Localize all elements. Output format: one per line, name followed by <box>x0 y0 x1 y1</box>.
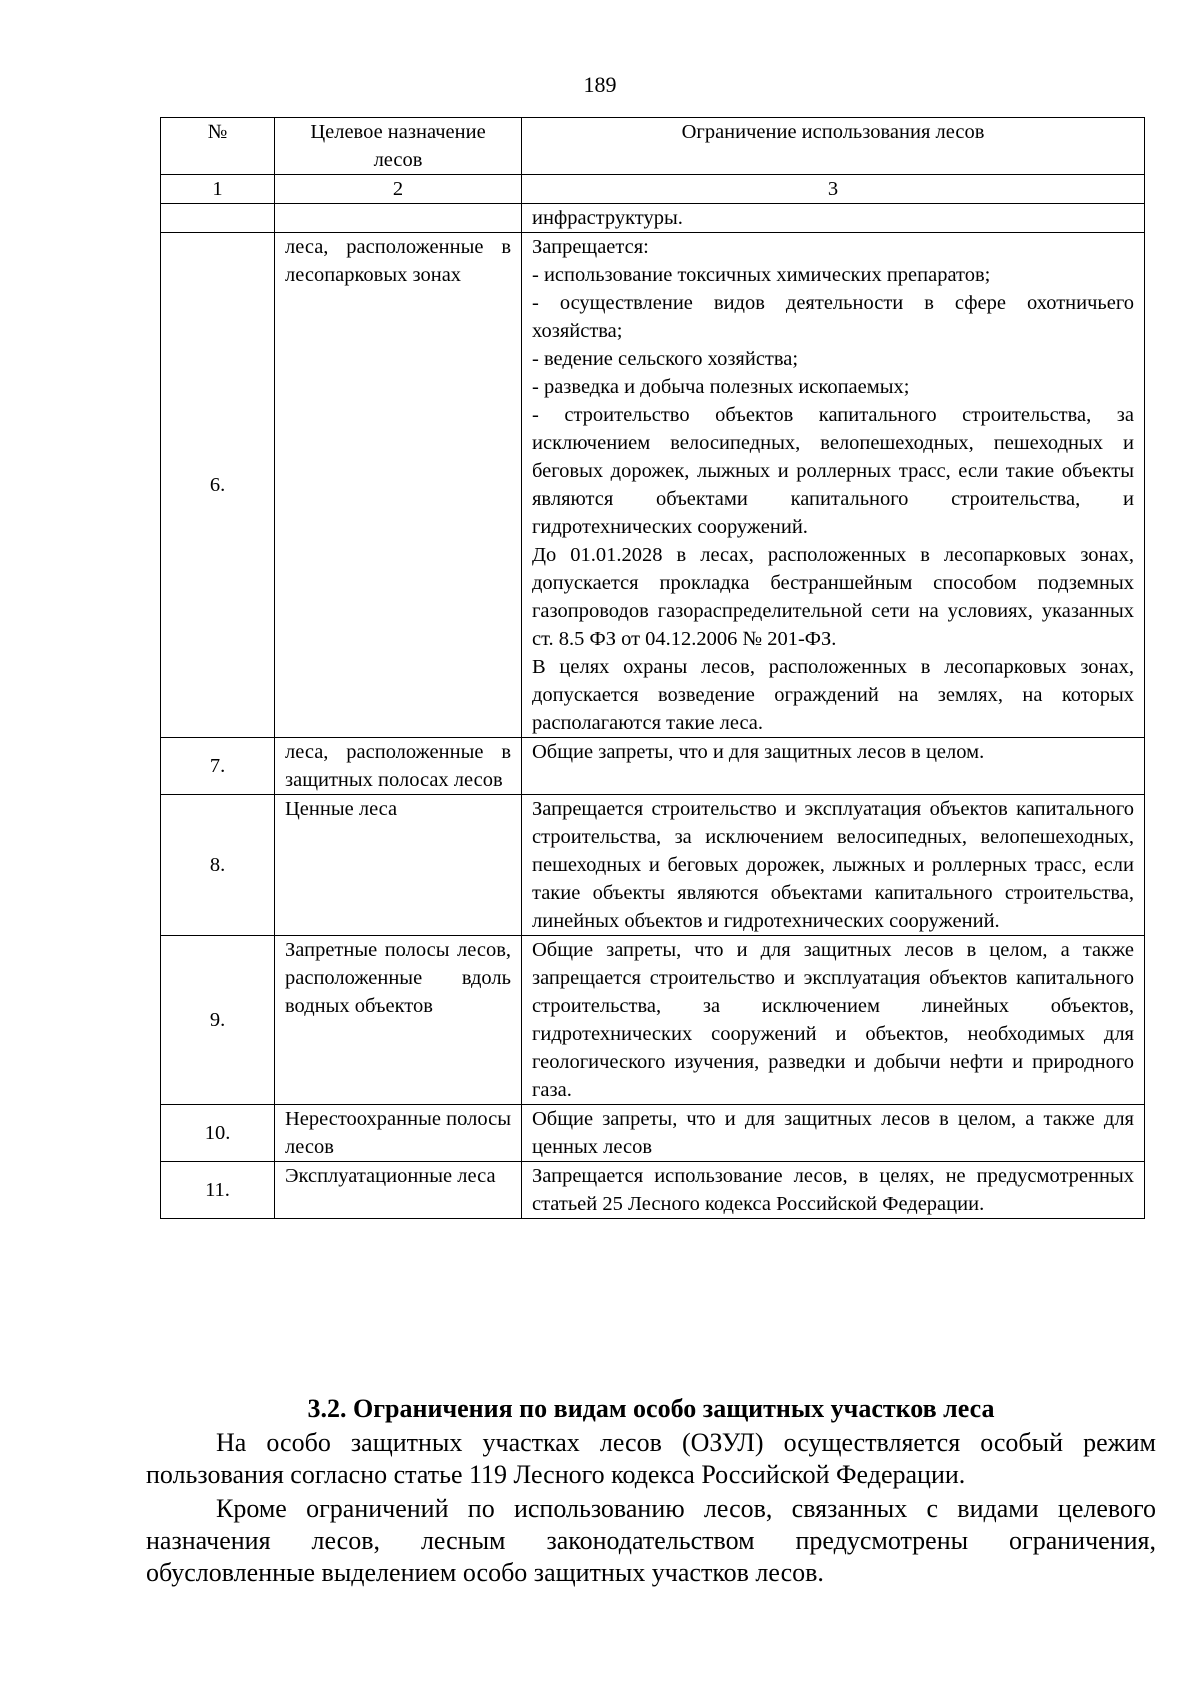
restriction-line: В целях охраны лесов, расположенных в лесопарковых зонах, допускается возведение ограждений на землях, на которых располагаются такие леса. <box>532 656 1134 734</box>
column-number-2: 2 <box>275 175 522 204</box>
row-purpose: леса, расположенные в лесопарковых зонах <box>275 233 522 738</box>
row-restriction <box>522 795 1145 936</box>
row-number: 11. <box>161 1162 275 1219</box>
restriction-line: - строительство объектов капитального строительства, за исключением велосипедных, велопешеходных, пешеходных и беговых дорожек, лыжных и роллерных трасс, если такие объекты являются объектами капитального строительства, и гидротехнических сооружений. <box>532 404 1134 538</box>
table-header-row <box>161 118 1145 175</box>
table-row-6 <box>161 233 1145 738</box>
row-number: 10. <box>161 1105 275 1162</box>
restriction-line: - ведение сельского хозяйства; <box>532 348 799 370</box>
section-title: 3.2. Ограничения по видам особо защитных участков леса <box>307 1394 995 1423</box>
table-row-9 <box>161 936 1145 1105</box>
row-number: 6. <box>161 233 275 738</box>
restriction-line: Общие запреты, что и для защитных лесов в целом. <box>532 741 985 763</box>
continuation-empty-2 <box>275 204 522 233</box>
row-restriction <box>522 738 1145 795</box>
column-number-1: 1 <box>161 175 275 204</box>
restriction-line: Общие запреты, что и для защитных лесов в целом, а также для ценных лесов <box>532 1108 1134 1158</box>
restriction-line: Общие запреты, что и для защитных лесов в целом, а также запрещается строительство и эксплуатация объектов капитального строительства, за исключением линейных объектов, гидротехнических сооружений и объектов, необходимых для геологического изучения, разведки и добычи нефти и природного газа. <box>532 939 1134 1101</box>
table-row-11 <box>161 1162 1145 1219</box>
section-paragraph: Кроме ограничений по использованию лесов, связанных с видами целевого назначения лесов, лесным законодательством предусмотрены ограничения, обусловленные выделением особо защитных участков лесов. <box>146 1494 1156 1587</box>
row-purpose: Нерестоохранные полосы лесов <box>275 1105 522 1162</box>
restriction-line: - разведка и добыча полезных ископаемых; <box>532 376 910 398</box>
header-purpose: Целевое назначение лесов <box>275 118 522 175</box>
restriction-line: Запрещается использование лесов, в целях, не предусмотренных статьей 25 Лесного кодекса Российской Федерации. <box>532 1165 1134 1215</box>
header-restriction: Ограничение использования лесов <box>522 118 1145 175</box>
row-number: 9. <box>161 936 275 1105</box>
restriction-line: - осуществление видов деятельности в сфере охотничьего хозяйства; <box>532 292 1134 342</box>
restriction-line: Запрещается: <box>532 236 649 258</box>
row-number: 7. <box>161 738 275 795</box>
row-restriction <box>522 1105 1145 1162</box>
page-number: 189 <box>583 72 617 97</box>
header-number: № <box>161 118 275 175</box>
row-restriction <box>522 936 1145 1105</box>
row-number: 8. <box>161 795 275 936</box>
continuation-empty-1 <box>161 204 275 233</box>
row-restriction <box>522 1162 1145 1219</box>
row-purpose: Ценные леса <box>275 795 522 936</box>
table-row-7 <box>161 738 1145 795</box>
row-purpose: Запретные полосы лесов, расположенные вдоль водных объектов <box>275 936 522 1105</box>
column-number-3: 3 <box>522 175 1145 204</box>
continuation-row <box>161 204 1145 233</box>
table-row-10 <box>161 1105 1145 1162</box>
row-purpose: Эксплуатационные леса <box>275 1162 522 1219</box>
restriction-line: - использование токсичных химических препаратов; <box>532 264 991 286</box>
row-purpose: леса, расположенные в защитных полосах лесов <box>275 738 522 795</box>
restriction-line: До 01.01.2028 в лесах, расположенных в лесопарковых зонах, допускается прокладка бестраншейным способом подземных газопроводов газораспределительной сети на условиях, указанных ст. 8.5 ФЗ от 04.12.2006 № 201-ФЗ. <box>532 544 1134 650</box>
section-paragraph: На особо защитных участках лесов (ОЗУЛ) осуществляется особый режим пользования согласно статье 119 Лесного кодекса Российской Федерации. <box>146 1428 1156 1489</box>
continuation-text: инфраструктуры. <box>522 204 1145 233</box>
column-numbers-row <box>161 175 1145 204</box>
restriction-line: Запрещается строительство и эксплуатация объектов капитального строительства, за исключением велосипедных, велопешеходных, пешеходных и беговых дорожек, лыжных и роллерных трасс, если такие объекты являются объектами капитального строительства, линейных объектов и гидротехнических сооружений. <box>532 798 1134 932</box>
table-row-8 <box>161 795 1145 936</box>
restrictions-table <box>160 117 1145 1219</box>
row-restriction <box>522 233 1145 738</box>
